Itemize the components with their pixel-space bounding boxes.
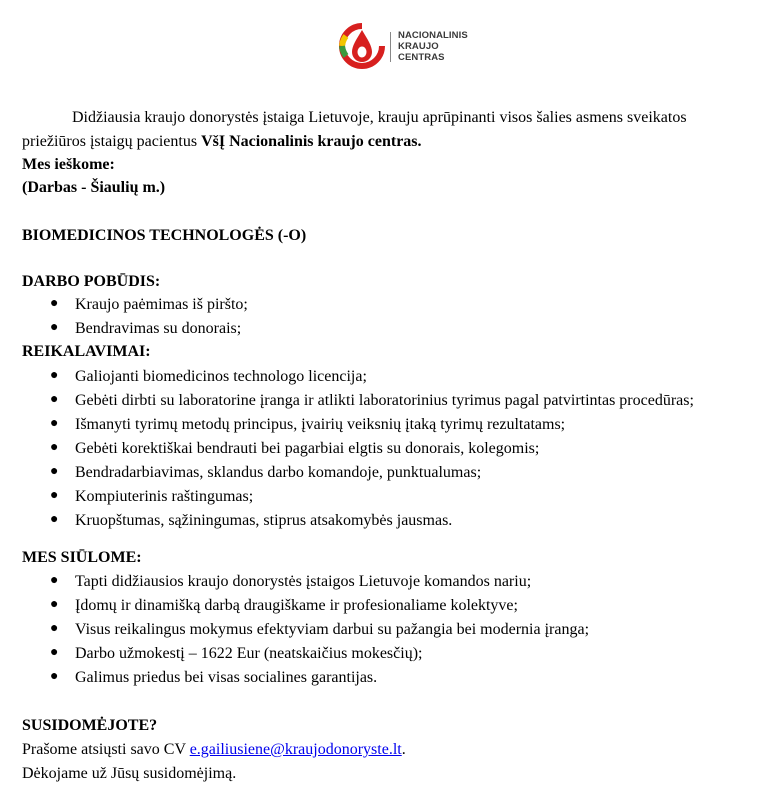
- seeking-label: Mes ieškome:: [22, 156, 115, 173]
- contact-text: Prašome atsiųsti savo CV: [22, 741, 190, 758]
- offer-item: Įdomų ir dinamišką darbą draugiškame ir profesionaliame kolektyve;: [75, 597, 518, 614]
- position-title: BIOMEDICINOS TECHNOLOGĖS (-O): [22, 227, 307, 244]
- contact-period: .: [401, 741, 406, 758]
- logo-line-3: CENTRAS: [398, 52, 445, 63]
- requirement-item: Galiojanti biomedicinos technologo licencija;: [75, 368, 367, 385]
- offer-item: Darbo užmokestį – 1622 Eur (neatskaičius mokesčių);: [75, 645, 423, 662]
- bullet-icon: ●: [50, 512, 59, 527]
- bullet-icon: ●: [50, 669, 59, 684]
- intro-line-1: Didžiausia kraujo donorystės įstaiga Lietuvoje, krauju aprūpinanti visos šalies asmens sveikatos: [72, 109, 687, 126]
- offer-heading: MES SIŪLOME:: [22, 549, 142, 566]
- bullet-icon: ●: [50, 621, 59, 636]
- requirement-item: Išmanyti tyrimų metodų principus, įvairių veiksnių įtaką tyrimų rezultatams;: [75, 416, 566, 433]
- duty-item: Kraujo paėmimas iš piršto;: [75, 296, 248, 313]
- intro-line-2: [22, 131, 422, 153]
- thanks-text: Dėkojame už Jūsų susidomėjimą.: [22, 765, 237, 782]
- offer-item: Tapti didžiausios kraujo donorystės įstaigos Lietuvoje komandos nariu;: [75, 573, 532, 590]
- duty-item: Bendravimas su donorais;: [75, 320, 242, 337]
- requirement-item: Bendradarbiavimas, sklandus darbo komandoje, punktualumas;: [75, 464, 482, 481]
- duties-heading: DARBO POBŪDIS:: [22, 273, 161, 290]
- requirement-item: Gebėti korektiškai bendrauti bei pagarbiai elgtis su donorais, kolegomis;: [75, 440, 540, 457]
- organization-name: VšĮ Nacionalinis kraujo centras.: [201, 133, 422, 150]
- logo-line-1: NACIONALINIS: [398, 30, 468, 41]
- location-label: (Darbas - Šiaulių m.): [22, 179, 166, 196]
- bullet-icon: ●: [50, 464, 59, 479]
- bullet-icon: ●: [50, 296, 59, 311]
- requirement-item: Kompiuterinis raštingumas;: [75, 488, 254, 505]
- intro-line-2-text: priežiūros įstaigų pacientus: [22, 133, 202, 150]
- logo: [338, 18, 478, 74]
- bullet-icon: ●: [50, 320, 59, 335]
- blood-drop-logo-icon: [338, 22, 386, 70]
- logo-text: [398, 30, 468, 63]
- email-link[interactable]: e.gailiusiene@kraujodonoryste.lt: [189, 741, 402, 758]
- bullet-icon: ●: [50, 440, 59, 455]
- contact-line: [22, 739, 406, 761]
- contact-heading: SUSIDOMĖJOTE?: [22, 717, 158, 734]
- logo-line-2: KRAUJO: [398, 41, 439, 52]
- bullet-icon: ●: [50, 488, 59, 503]
- bullet-icon: ●: [50, 645, 59, 660]
- bullet-icon: ●: [50, 573, 59, 588]
- requirement-item: Kruopštumas, sąžiningumas, stiprus atsakomybės jausmas.: [75, 512, 453, 529]
- bullet-icon: ●: [50, 392, 59, 407]
- bullet-icon: ●: [50, 597, 59, 612]
- offer-item: Galimus priedus bei visas socialines garantijas.: [75, 669, 378, 686]
- requirement-item: Gebėti dirbti su laboratorine įranga ir atlikti laboratorinius tyrimus pagal patvirtintas procedūras;: [75, 392, 694, 409]
- bullet-icon: ●: [50, 416, 59, 431]
- bullet-icon: ●: [50, 368, 59, 383]
- offer-item: Visus reikalingus mokymus efektyviam darbui su pažangia bei modernia įranga;: [75, 621, 590, 638]
- requirements-heading: REIKALAVIMAI:: [22, 343, 151, 360]
- logo-divider: [390, 32, 391, 62]
